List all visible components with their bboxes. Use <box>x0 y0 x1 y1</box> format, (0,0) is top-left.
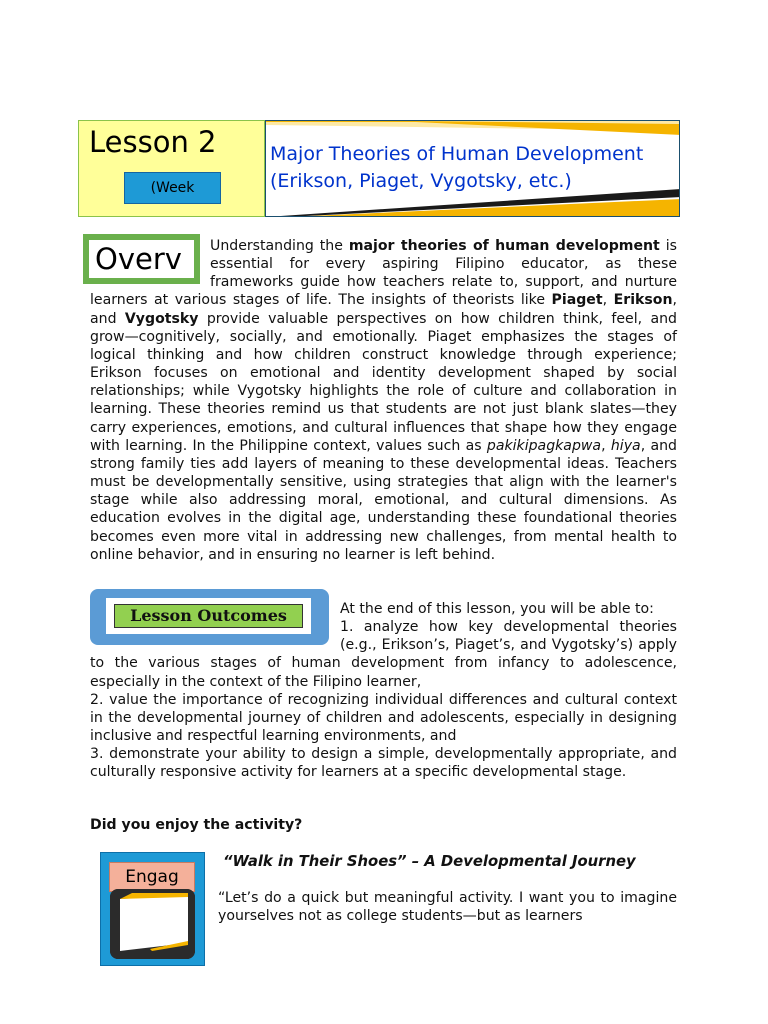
overview-float-spacer <box>90 237 210 291</box>
week-badge: (Week <box>124 172 221 204</box>
engage-label: Engag <box>109 862 195 892</box>
overview-paragraph <box>90 237 677 564</box>
outcomes-lead: At the end of this lesson, you will be able to: <box>340 601 654 617</box>
outcomes-float-spacer <box>90 600 340 654</box>
outcomes-paragraph <box>90 600 677 782</box>
overview-sep-2: , and <box>90 292 677 327</box>
overview-sep-3: , <box>601 437 611 454</box>
banner-title-line-2: (Erikson, Piaget, Vygotsky, etc.) <box>270 170 572 192</box>
overview-text-4: , and strong family ties add layers of meaning to these developmental ideas. Teachers must be developmentally sensitive, using strategies that align with the learner's stage while also addressing moral, emotional, and cultural dimensions. As education evolves in the digital age, understanding these foundational theories becomes even more vital in addressing new challenges, from mental health to online behavior, and in ensuring no learner is left behind. <box>90 437 677 563</box>
engage-box <box>100 852 205 966</box>
activity-question: Did you enjoy the activity? <box>90 817 303 833</box>
banner-title-line-1: Major Theories of Human Development <box>270 143 644 165</box>
lesson-outcomes-label: Lesson Outcomes <box>114 604 303 628</box>
overview-bold-theories: major theories of human development <box>348 238 660 254</box>
overview-text-2: is essential for every aspiring Filipino educator, as these frameworks guide how teachers relate to, support, and nurture learners at various stages of life. The insights of theorists like <box>90 238 677 309</box>
overview-text-3: provide valuable perspectives on how children think, feel, and grow—cognitively, socially, and emotionally. Piaget emphasizes the stages of logical thinking and how children construct knowledge through experience; Erikson focuses on emotional and identity development shaped by social relationships; while Vygotsky highlights the role of culture and collaboration in learning. These theories remind us that students are not just blank slates—they carry experiences, emotions, and cultural influences that shape how they engage with learning. In the Philippine context, values such as <box>90 310 677 454</box>
outcome-item-1: 1. analyze how key developmental theories (e.g., Erikson’s, Piaget’s, and Vygotsky’s) apply to the various stages of human development from infancy to adolescence, especially in the context of the Filipino learner, <box>90 619 677 690</box>
overview-text-1: Understanding the <box>210 238 349 254</box>
engage-swoosh-icon <box>110 889 195 959</box>
overview-name-erikson: Erikson <box>613 292 673 309</box>
lesson-header-box <box>78 120 265 217</box>
overview-label: Overv <box>95 242 182 276</box>
engage-title: “Walk in Their Shoes” – A Developmental Journey <box>223 853 636 870</box>
overview-italic-pakikipagkapwa: pakikipagkapwa <box>486 437 602 454</box>
overview-italic-hiya: hiya <box>610 437 641 454</box>
lesson-title: Lesson 2 <box>89 125 217 159</box>
outcome-item-3: 3. demonstrate your ability to design a simple, developmentally appropriate, and culturally responsive activity for learners at a specific developmental stage. <box>90 746 677 781</box>
engage-image-graphic <box>110 889 195 959</box>
overview-name-piaget: Piaget <box>551 292 603 309</box>
engage-body: “Let’s do a quick but meaningful activity. I want you to imagine yourselves not as college students—but as learners <box>218 890 677 925</box>
banner-title <box>270 141 643 195</box>
overview-sep-1: , <box>602 292 614 309</box>
overview-name-vygotsky: Vygotsky <box>124 310 199 327</box>
outcome-item-2: 2. value the importance of recognizing individual differences and cultural context in the developmental journey of children and adolescents, especially in designing inclusive and respectful learning environments, and <box>90 691 677 745</box>
lesson-banner <box>265 120 680 217</box>
